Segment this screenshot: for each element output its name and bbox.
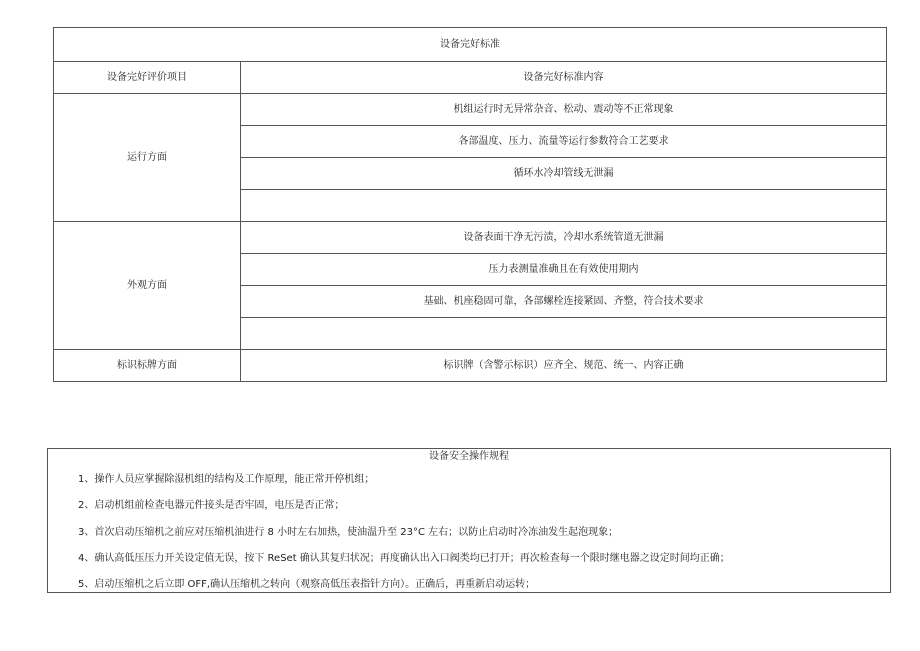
procedure-title: 设备安全操作规程 xyxy=(429,451,509,462)
table-cell: 压力表测量准确且在有效使用期内 xyxy=(241,254,887,286)
procedure-step-5: 5、启动压缩机之后立即 OFF,确认压缩机之转向（观察高低压表指针方向）。正确后，再重新启动运转； xyxy=(78,579,536,590)
column-header-content: 设备完好标准内容 xyxy=(241,62,887,94)
table-cell: 各部温度、压力、流量等运行参数符合工艺要求 xyxy=(241,126,887,158)
table-cell: 基础、机座稳固可靠，各部螺栓连接紧固、齐整，符合技术要求 xyxy=(241,286,887,318)
equipment-standard-table xyxy=(53,27,887,382)
table-cell: 设备表面干净无污渍，冷却水系统管道无泄漏 xyxy=(241,222,887,254)
column-header-item: 设备完好评价项目 xyxy=(54,62,241,94)
procedure-step-3: 3、首次启动压缩机之前应对压缩机油进行 8 小时左右加热，使油温升至 23°C 左右；以防止启动时冷冻油发生起泡现象； xyxy=(78,527,619,538)
group-label-appearance: 外观方面 xyxy=(54,222,241,350)
table-cell: 机组运行时无异常杂音、松动、震动等不正常现象 xyxy=(241,94,887,126)
table-cell: 循环水冷却管线无泄漏 xyxy=(241,158,887,190)
procedure-step-2: 2、启动机组前检查电器元件接头是否牢固，电压是否正常； xyxy=(78,500,345,511)
safety-procedure-box xyxy=(47,448,891,593)
group-label-operation: 运行方面 xyxy=(54,94,241,222)
table-cell: 标识牌（含警示标识）应齐全、规范、统一、内容正确 xyxy=(241,350,887,382)
table-title: 设备完好标准 xyxy=(54,28,887,62)
table-cell-empty xyxy=(241,318,887,350)
table-cell-empty xyxy=(241,190,887,222)
procedure-step-4: 4、确认高低压压力开关设定值无误，按下 ReSet 确认其复归状况；再度确认出入口阀类均已打开；再次检查每一个限时继电器之设定时间均正确； xyxy=(78,553,730,564)
group-label-signage: 标识标牌方面 xyxy=(54,350,241,382)
procedure-step-1: 1、操作人员应掌握除湿机组的结构及工作原理，能正常开停机组； xyxy=(78,474,375,485)
